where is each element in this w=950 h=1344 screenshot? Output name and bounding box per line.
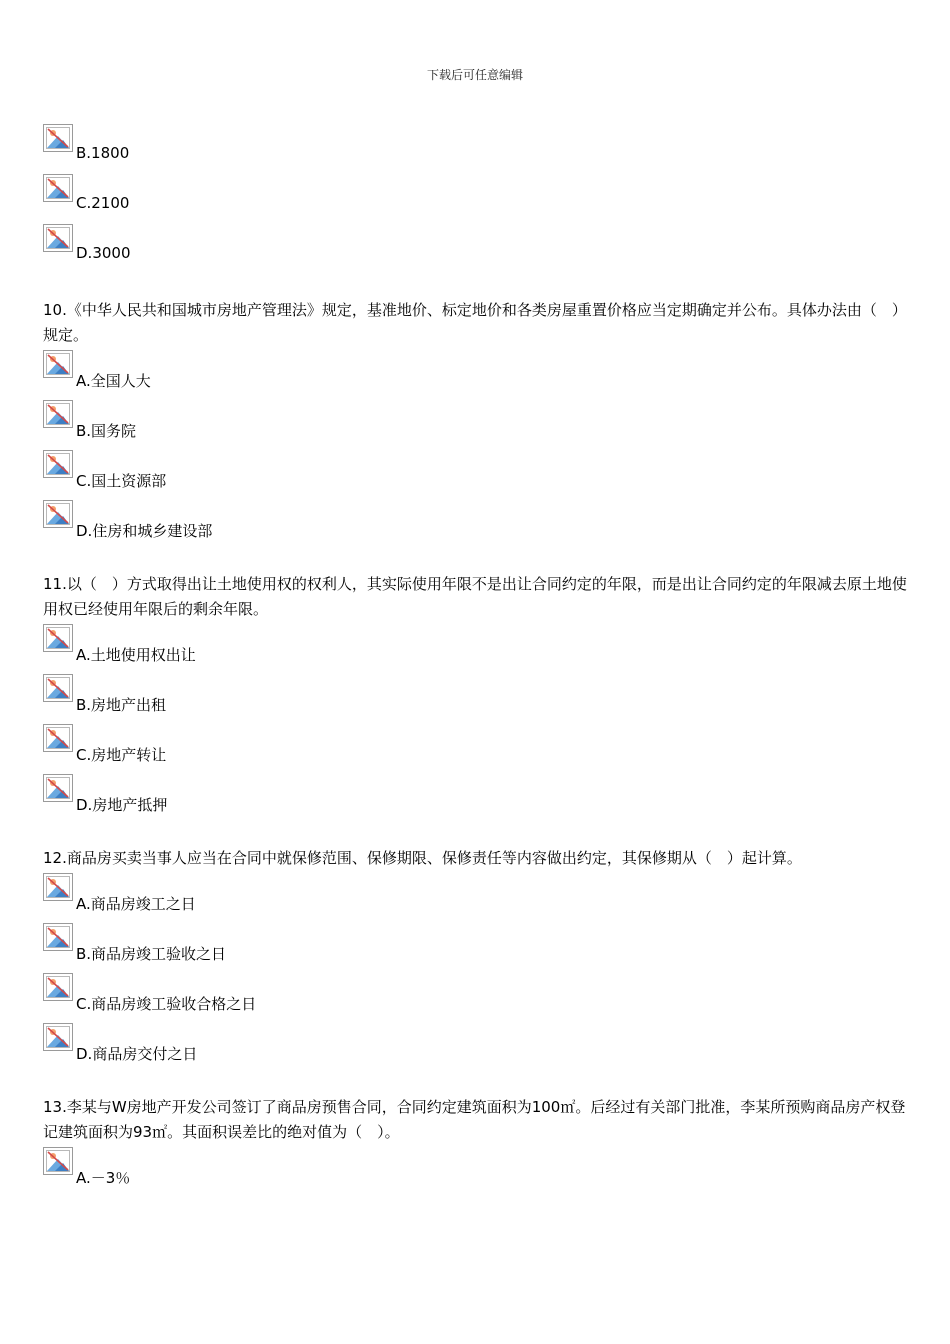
question-text: 10.《中华人民共和国城市房地产管理法》规定，基准地价、标定地价和各类房屋重置价格应当定期确定并公布。具体办法由（ ）规定。 [43,301,907,344]
option-label: A.土地使用权出让 [76,646,196,664]
question-block-11 [43,572,908,824]
broken-image-icon [43,224,73,252]
broken-image-icon [43,1147,73,1175]
question-block-9-tail [43,124,908,274]
question-text: 11.以（ ）方式取得出让土地使用权的权利人，其实际使用年限不是出让合同约定的年限，而是出让合同约定的年限减去原土地使用权已经使用年限后的剩余年限。 [43,575,907,618]
broken-image-icon [43,1023,73,1051]
option-label: B.国务院 [76,422,137,440]
broken-image-icon [43,500,73,528]
option-d [43,774,908,824]
broken-image-icon [43,400,73,428]
option-c [43,174,908,224]
option-d [43,1023,908,1073]
option-label: B.商品房竣工验收之日 [76,945,227,963]
broken-image-icon [43,774,73,802]
question-text: 13.李某与W房地产开发公司签订了商品房预售合同，合同约定建筑面积为100㎡。后经过有关部门批准，李某所预购商品房产权登记建筑面积为93㎡。其面积误差比的绝对值为（ ）。 [43,1098,906,1141]
option-label: A.全国人大 [76,372,151,390]
option-b [43,674,908,724]
broken-image-icon [43,350,73,378]
broken-image-icon [43,873,73,901]
option-label: A.－3％ [76,1169,131,1187]
option-label: B.1800 [76,144,130,162]
broken-image-icon [43,973,73,1001]
broken-image-icon [43,724,73,752]
page-header: 下载后可任意编辑 [426,68,523,82]
option-c [43,450,908,500]
option-label: C.商品房竣工验收合格之日 [76,995,257,1013]
option-c [43,973,908,1023]
question-text: 12.商品房买卖当事人应当在合同中就保修范围、保修期限、保修责任等内容做出约定，其保修期从（ ）起计算。 [43,849,802,867]
option-b [43,923,908,973]
broken-image-icon [43,124,73,152]
option-label: D.房地产抵押 [76,796,168,814]
broken-image-icon [43,450,73,478]
option-label: A.商品房竣工之日 [76,895,196,913]
option-a [43,350,908,400]
option-label: C.2100 [76,194,130,212]
option-d [43,500,908,550]
option-label: B.房地产出租 [76,696,167,714]
option-b [43,400,908,450]
question-block-12 [43,846,908,1073]
option-a [43,624,908,674]
option-label: C.国土资源部 [76,472,167,490]
option-label: D.3000 [76,244,131,262]
broken-image-icon [43,174,73,202]
broken-image-icon [43,923,73,951]
broken-image-icon [43,624,73,652]
question-block-13 [43,1095,908,1197]
option-b [43,124,908,174]
option-c [43,724,908,774]
option-label: D.商品房交付之日 [76,1045,198,1063]
question-block-10 [43,298,908,550]
option-label: D.住房和城乡建设部 [76,522,213,540]
option-a [43,873,908,923]
broken-image-icon [43,674,73,702]
option-a [43,1147,908,1197]
option-label: C.房地产转让 [76,746,167,764]
option-d [43,224,908,274]
